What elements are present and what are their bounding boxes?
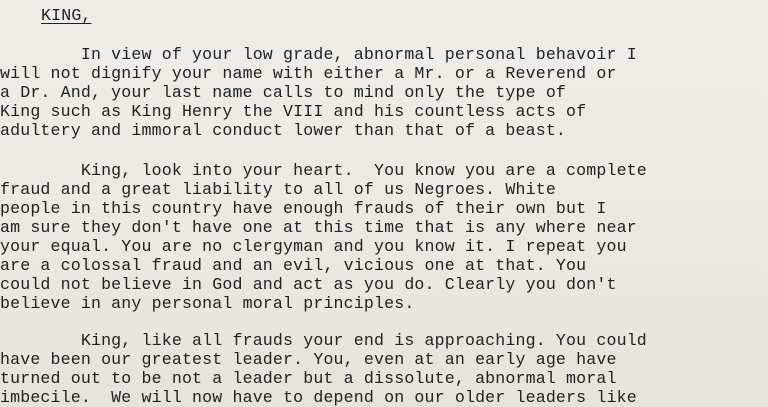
letter-salutation: KING, bbox=[41, 6, 92, 25]
paragraph-2-line-7: could not believe in God and act as you do. Clearly you don't bbox=[0, 275, 617, 294]
paragraph-2-line-3: people in this country have enough frauds of their own but I bbox=[0, 199, 607, 218]
letter-paragraph-2 bbox=[0, 161, 768, 313]
paragraph-1-line-5: adultery and immoral conduct lower than that of a beast. bbox=[0, 121, 567, 140]
paragraph-2-line-8: believe in any personal moral principles. bbox=[0, 294, 415, 313]
letter-paragraph-3 bbox=[0, 331, 768, 407]
paragraph-1-line-1: In view of your low grade, abnormal personal behavoir I bbox=[0, 45, 637, 64]
paragraph-1-line-2: will not dignify your name with either a Mr. or a Reverend or bbox=[0, 64, 617, 83]
paragraph-2-line-5: your equal. You are no clergyman and you know it. I repeat you bbox=[0, 237, 627, 256]
paragraph-3-line-1: King, like all frauds your end is approaching. You could bbox=[0, 331, 647, 350]
paragraph-2-line-2: fraud and a great liability to all of us Negroes. White bbox=[0, 180, 556, 199]
paragraph-3-line-4: imbecile. We will now have to depend on our older leaders like bbox=[0, 388, 637, 407]
paragraph-3-line-2: have been our greatest leader. You, even at an early age have bbox=[0, 350, 617, 369]
paragraph-3-line-3: turned out to be not a leader but a dissolute, abnormal moral bbox=[0, 369, 617, 388]
paragraph-2-line-4: am sure they don't have one at this time that is any where near bbox=[0, 218, 637, 237]
paragraph-2-line-6: are a colossal fraud and an evil, vicious one at that. You bbox=[0, 256, 587, 275]
letter-paragraph-1 bbox=[0, 45, 768, 140]
paragraph-2-line-1: King, look into your heart. You know you are a complete bbox=[0, 161, 647, 180]
paragraph-1-line-4: King such as King Henry the VIII and his countless acts of bbox=[0, 102, 587, 121]
paragraph-1-line-3: a Dr. And, your last name calls to mind only the type of bbox=[0, 83, 567, 102]
